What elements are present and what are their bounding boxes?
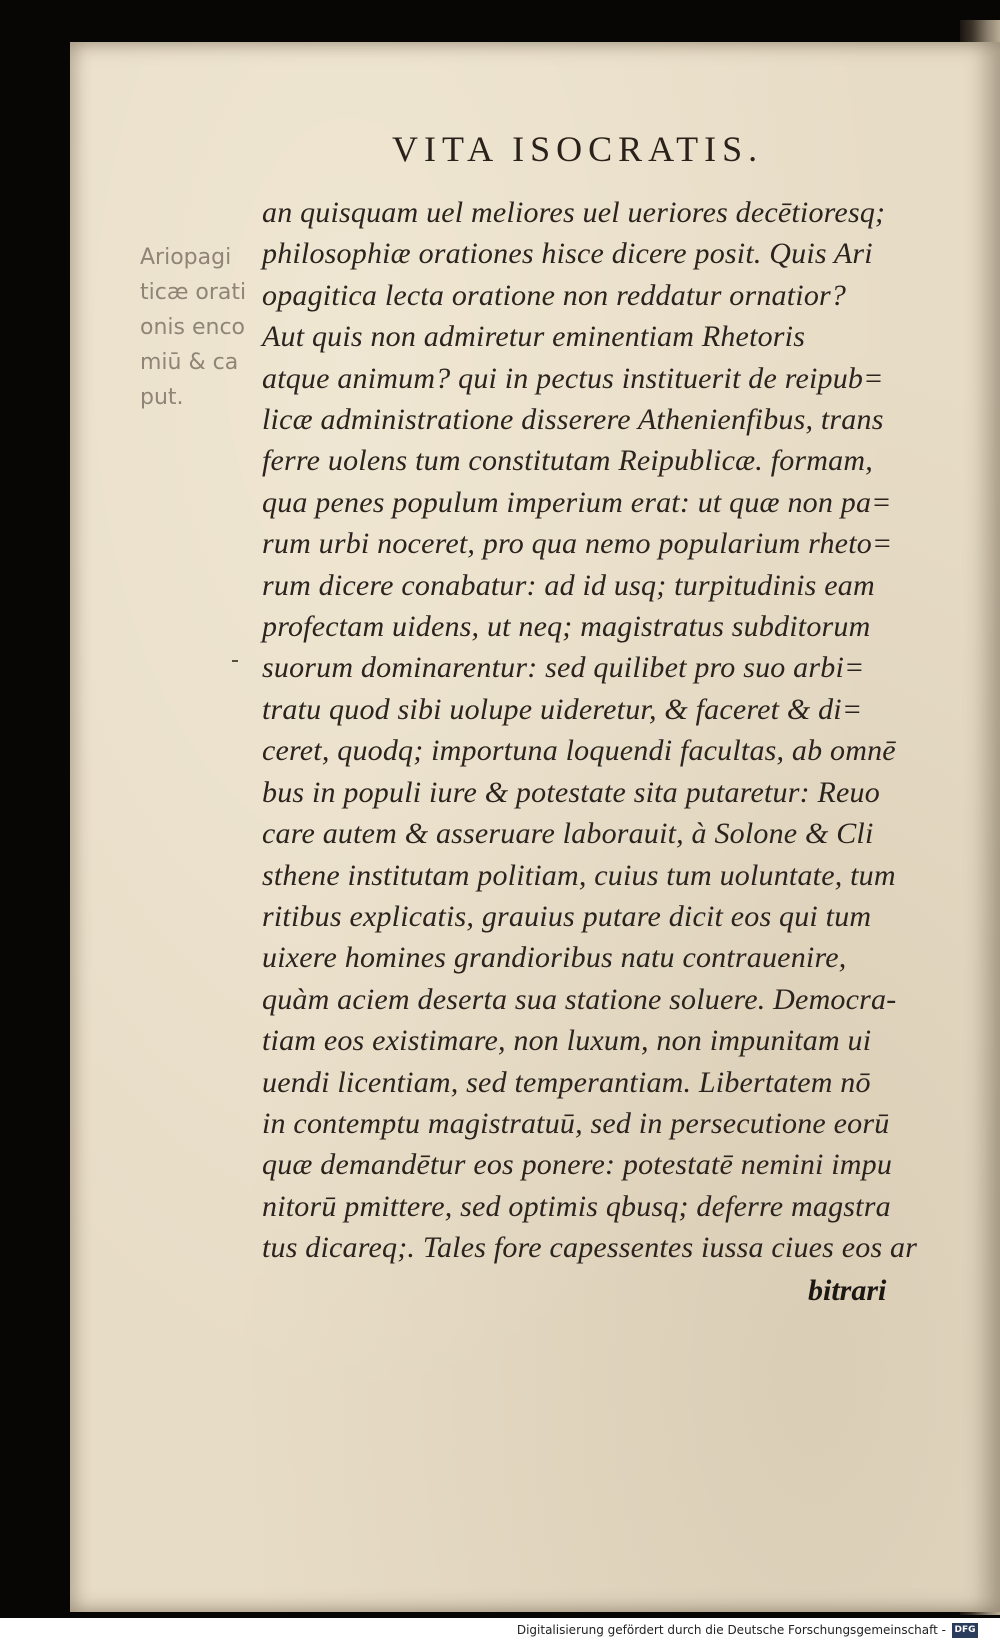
text-line: uixere homines grandioribus natu contrauenire,: [262, 941, 847, 975]
margin-note-line: miū & ca: [140, 350, 239, 375]
text-line: nitorū pmittere, sed optimis qbusq; deferre magstra: [262, 1189, 891, 1223]
text-line: quæ demandētur eos ponere: potestatē nemini impu: [262, 1148, 893, 1182]
catchword: bitrari: [808, 1274, 887, 1307]
text-line: in contemptu magistratuū, sed in persecutione eorū: [262, 1106, 890, 1140]
text-line: bus in populi iure & potestate sita putaretur: Reuo: [262, 775, 880, 809]
text-line: ferre uolens tum constitutam Reipublicæ. formam,: [262, 444, 873, 478]
text-line: ritibus explicatis, grauius putare dicit eos qui tum: [262, 899, 872, 933]
text-line: quàm aciem deserta sua statione soluere. Democra-: [262, 982, 897, 1016]
text-line: rum dicere conabatur: ad id usq; turpitudinis eam: [262, 568, 875, 602]
text-line: suorum dominarentur: sed quilibet pro suo arbi=: [262, 651, 865, 685]
text-line: uendi licentiam, sed temperantiam. Libertatem nō: [262, 1065, 871, 1099]
margin-note-line: put.: [140, 385, 184, 410]
margin-mark: [232, 660, 238, 662]
text-line: atque animum? qui in pectus instituerit de reipub=: [262, 361, 884, 395]
footer-credit: Digitalisierung gefördert durch die Deutsche Forschungsgemeinschaft -: [516, 1623, 946, 1637]
text-line: Aut quis non admiretur eminentiam Rhetoris: [262, 320, 806, 354]
margin-note: [140, 240, 270, 415]
margin-note-line: Ariopagi: [140, 245, 232, 270]
text-line: sthene institutam politiam, cuius tum uoluntate, tum: [262, 858, 896, 892]
text-line: philosophiæ orationes hisce dicere posit. Quis Ari: [262, 237, 873, 271]
text-line: ceret, quodq; importuna loquendi facultas, ab omnē: [262, 734, 896, 768]
footer-bar: [0, 1618, 1000, 1645]
text-line: opagitica lecta oratione non reddatur ornatior?: [262, 278, 847, 312]
text-line: tus dicareq;. Tales fore capessentes iussa ciues eos ar: [262, 1231, 918, 1265]
text-line: tratu quod sibi uolupe uideretur, & faceret & di=: [262, 692, 863, 726]
body-text: [262, 192, 918, 1269]
margin-note-line: onis enco: [140, 315, 246, 340]
text-line: tiam eos existimare, non luxum, non impunitam ui: [262, 1024, 872, 1058]
text-line: licæ administratione disserere Athenienfibus, trans: [262, 403, 884, 437]
running-head: VITA ISOCRATIS.: [392, 129, 764, 169]
dfg-logo: DFG: [952, 1623, 978, 1638]
text-line: care autem & asseruare laborauit, à Solone & Cli: [262, 817, 874, 851]
margin-note-line: ticæ orati: [140, 280, 247, 305]
text-line: an quisquam uel meliores uel ueriores decētioresq;: [262, 196, 886, 229]
text-line: qua penes populum imperium erat: ut quæ non pa=: [262, 485, 892, 519]
text-line: rum urbi noceret, pro qua nemo popularium rheto=: [262, 527, 893, 561]
text-line: profectam uidens, ut neq; magistratus subditorum: [262, 610, 871, 644]
